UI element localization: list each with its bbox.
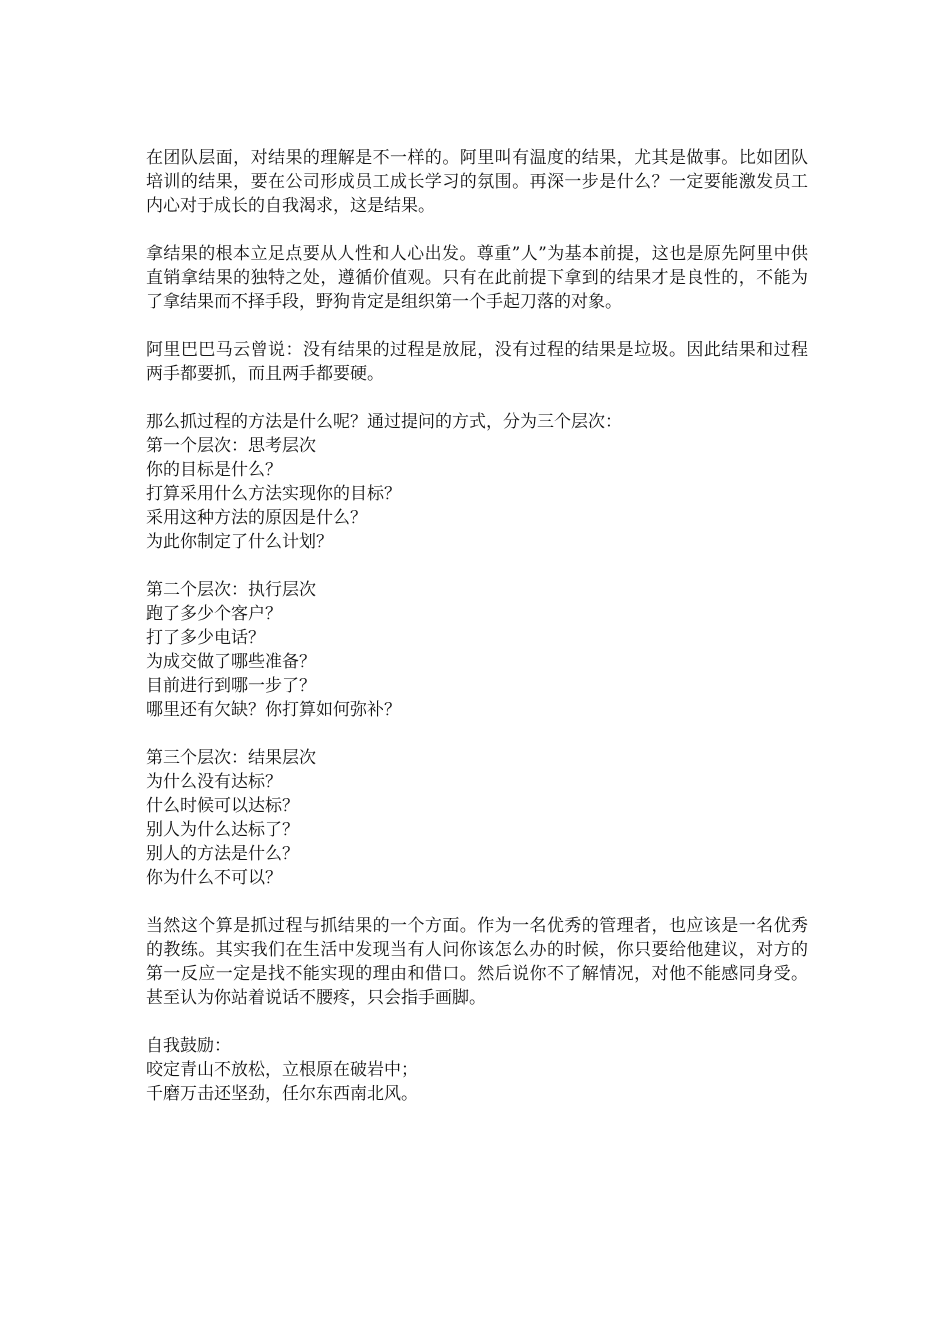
question-line: 为此你制定了什么计划？ [146, 532, 333, 552]
question-line: 哪里还有欠缺？你打算如何弥补？ [146, 700, 401, 720]
encouragement-block [146, 1034, 808, 1106]
question-line: 打算采用什么方法实现你的目标？ [146, 484, 401, 504]
level-two-heading: 第二个层次：执行层次 [146, 580, 316, 600]
level-three-heading: 第三个层次：结果层次 [146, 748, 316, 768]
question-line: 采用这种方法的原因是什么？ [146, 508, 367, 528]
paragraph-humanity: 拿结果的根本立足点要从人性和人心出发。尊重”人”为基本前提，这也是原先阿里中供直销拿结果的独特之处，遵循价值观。只有在此前提下拿到的结果才是良性的，不能为了拿结果而不择手段，野狗肯定是组织第一个手起刀落的对象。 [146, 244, 808, 312]
poem-line: 咬定青山不放松，立根原在破岩中； [146, 1060, 418, 1080]
question-line: 目前进行到哪一步了？ [146, 676, 316, 696]
paragraph-team-results: 在团队层面，对结果的理解是不一样的。阿里叫有温度的结果，尤其是做事。比如团队培训的结果，要在公司形成员工成长学习的氛围。再深一步是什么？一定要能激发员工内心对于成长的自我渴求，这是结果。 [146, 148, 808, 216]
question-line: 打了多少电话？ [146, 628, 265, 648]
level-three-block [146, 746, 808, 890]
level-one-block [146, 410, 808, 554]
levels-intro: 那么抓过程的方法是什么呢？通过提问的方式，分为三个层次： [146, 412, 622, 432]
encouragement-heading: 自我鼓励： [146, 1036, 231, 1056]
question-line: 别人的方法是什么？ [146, 844, 299, 864]
document-page [146, 146, 808, 1130]
paragraph-coach: 当然这个算是抓过程与抓结果的一个方面。作为一名优秀的管理者，也应该是一名优秀的教练。其实我们在生活中发现当有人问你该怎么办的时候，你只要给他建议，对方的第一反应一定是找不能实现的理由和借口。然后说你不了解情况，对他不能感同身受。甚至认为你站着说话不腰疼，只会指手画脚。 [146, 916, 808, 1008]
question-line: 跑了多少个客户？ [146, 604, 282, 624]
question-line: 你为什么不可以？ [146, 868, 282, 888]
question-line: 为成交做了哪些准备？ [146, 652, 316, 672]
question-line: 别人为什么达标了？ [146, 820, 299, 840]
level-two-block [146, 578, 808, 722]
poem-line: 千磨万击还坚劲，任尔东西南北风。 [146, 1084, 418, 1104]
paragraph-jack-ma-quote: 阿里巴巴马云曾说：没有结果的过程是放屁，没有过程的结果是垃圾。因此结果和过程两手都要抓，而且两手都要硬。 [146, 340, 808, 384]
question-line: 你的目标是什么？ [146, 460, 282, 480]
question-line: 什么时候可以达标？ [146, 796, 299, 816]
level-one-heading: 第一个层次：思考层次 [146, 436, 316, 456]
question-line: 为什么没有达标？ [146, 772, 282, 792]
